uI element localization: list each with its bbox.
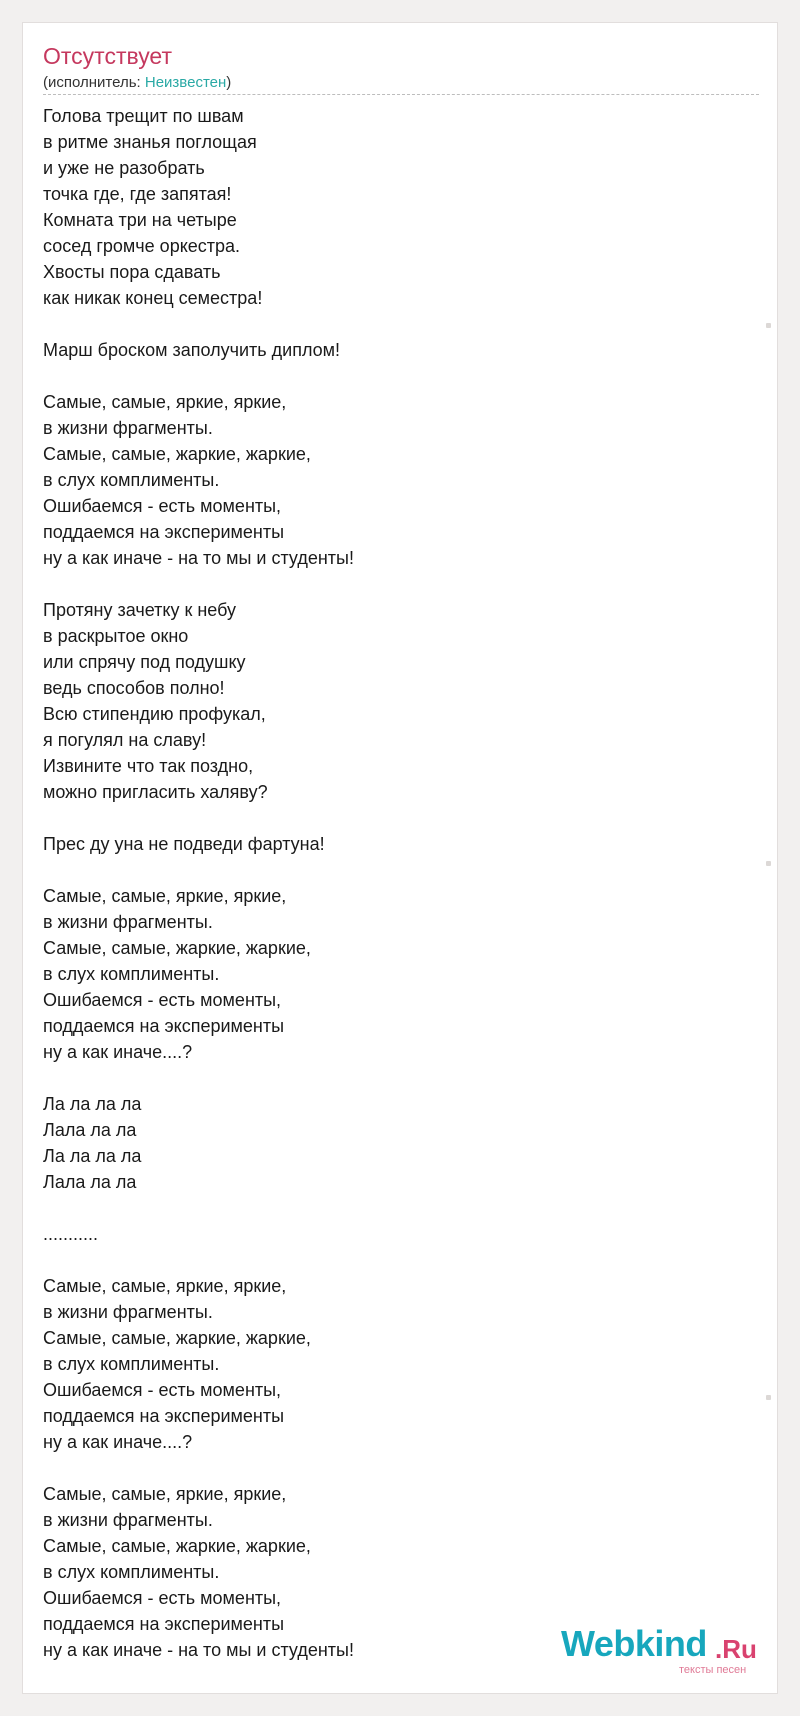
lyric-line: в жизни фрагменты. — [43, 1302, 213, 1322]
logo-tagline: тексты песен — [679, 1664, 747, 1676]
lyric-line: в жизни фрагменты. — [43, 1510, 213, 1530]
lyric-line: в слух комплименты. — [43, 964, 220, 984]
lyric-blank-line — [43, 311, 743, 337]
title-divider — [43, 94, 759, 95]
lyric-line: Самые, самые, жаркие, жаркие, — [43, 1536, 311, 1556]
lyric-line: Ошибаемся - есть моменты, — [43, 1588, 282, 1608]
lyric-line: в жизни фрагменты. — [43, 912, 213, 932]
lyric-line: ну а как иначе....? — [43, 1042, 193, 1062]
lyric-line: Самые, самые, жаркие, жаркие, — [43, 1328, 311, 1348]
lyric-line: Извините что так поздно, — [43, 756, 254, 776]
logo-word: Webkind — [561, 1623, 707, 1664]
lyric-line: точка где, где запятая! — [43, 184, 232, 204]
lyric-line: поддаемся на эксперименты — [43, 1406, 285, 1426]
lyric-line: я погулял на славу! — [43, 730, 207, 750]
lyric-line: и уже не разобрать — [43, 158, 205, 178]
lyric-blank-line — [43, 571, 743, 597]
lyric-line: в раскрытое окно — [43, 626, 189, 646]
lyric-line: Протяну зачетку к небу — [43, 600, 237, 620]
lyric-line: ну а как иначе....? — [43, 1432, 193, 1452]
lyric-blank-line — [43, 1065, 743, 1091]
lyric-line: в ритме знанья поглощая — [43, 132, 257, 152]
lyric-blank-line — [43, 1455, 743, 1481]
lyric-line: сосед громче оркестра. — [43, 236, 241, 256]
lyric-line: Самые, самые, яркие, яркие, — [43, 1484, 287, 1504]
lyric-line: ведь способов полно! — [43, 678, 225, 698]
lyric-line: в слух комплименты. — [43, 470, 220, 490]
artist-prefix: (исполнитель: — [43, 74, 145, 91]
lyric-line: Ла ла ла ла — [43, 1146, 142, 1166]
lyric-blank-line — [43, 363, 743, 389]
lyric-line: ........... — [43, 1224, 99, 1244]
artist-suffix: ) — [226, 74, 232, 91]
side-marker — [766, 861, 771, 866]
lyric-line: Самые, самые, яркие, яркие, — [43, 392, 287, 412]
lyric-line: Самые, самые, яркие, яркие, — [43, 886, 287, 906]
lyric-line: Хвосты пора сдавать — [43, 262, 221, 282]
lyric-line: в жизни фрагменты. — [43, 418, 213, 438]
lyric-line: в слух комплименты. — [43, 1354, 220, 1374]
lyric-line: Лала ла ла — [43, 1120, 137, 1140]
logo-suffix: .Ru — [715, 1634, 757, 1664]
lyric-line: Прес ду уна не подведи фартуна! — [43, 834, 325, 854]
lyric-line: Самые, самые, яркие, яркие, — [43, 1276, 287, 1296]
artist-link[interactable]: Неизвестен — [144, 74, 227, 91]
lyric-blank-line — [43, 1195, 743, 1221]
lyric-line: как никак конец семестра! — [43, 288, 263, 308]
side-marker — [766, 1395, 771, 1400]
webkind-logo[interactable] — [561, 1624, 771, 1680]
lyric-line: Самые, самые, жаркие, жаркие, — [43, 444, 311, 464]
lyric-line: в слух комплименты. — [43, 1562, 220, 1582]
lyric-line: Всю стипендию профукал, — [43, 704, 266, 724]
lyric-line: Комната три на четыре — [43, 210, 237, 230]
lyric-blank-line — [43, 1247, 743, 1273]
lyric-line: Ла ла ла ла — [43, 1094, 142, 1114]
lyric-line: Ошибаемся - есть моменты, — [43, 990, 282, 1010]
lyric-line: поддаемся на эксперименты — [43, 522, 285, 542]
lyrics-text — [43, 103, 743, 1663]
song-title: Отсутствует — [43, 43, 172, 69]
lyric-line: поддаемся на эксперименты — [43, 1614, 285, 1634]
lyric-line: Марш броском заполучить диплом! — [43, 340, 341, 360]
lyric-line: Самые, самые, жаркие, жаркие, — [43, 938, 311, 958]
lyric-line: поддаемся на эксперименты — [43, 1016, 285, 1036]
lyrics-card — [22, 22, 778, 1694]
artist-line — [43, 74, 231, 92]
lyric-line: или спрячу под подушку — [43, 652, 246, 672]
lyric-blank-line — [43, 805, 743, 831]
lyric-line: можно пригласить халяву? — [43, 782, 268, 802]
lyric-line: Голова трещит по швам — [43, 106, 244, 126]
lyric-line: ну а как иначе - на то мы и студенты! — [43, 1640, 354, 1660]
lyric-line: ну а как иначе - на то мы и студенты! — [43, 548, 354, 568]
lyric-line: Лала ла ла — [43, 1172, 137, 1192]
lyric-blank-line — [43, 857, 743, 883]
side-marker — [766, 323, 771, 328]
lyric-line: Ошибаемся - есть моменты, — [43, 496, 282, 516]
lyric-line: Ошибаемся - есть моменты, — [43, 1380, 282, 1400]
